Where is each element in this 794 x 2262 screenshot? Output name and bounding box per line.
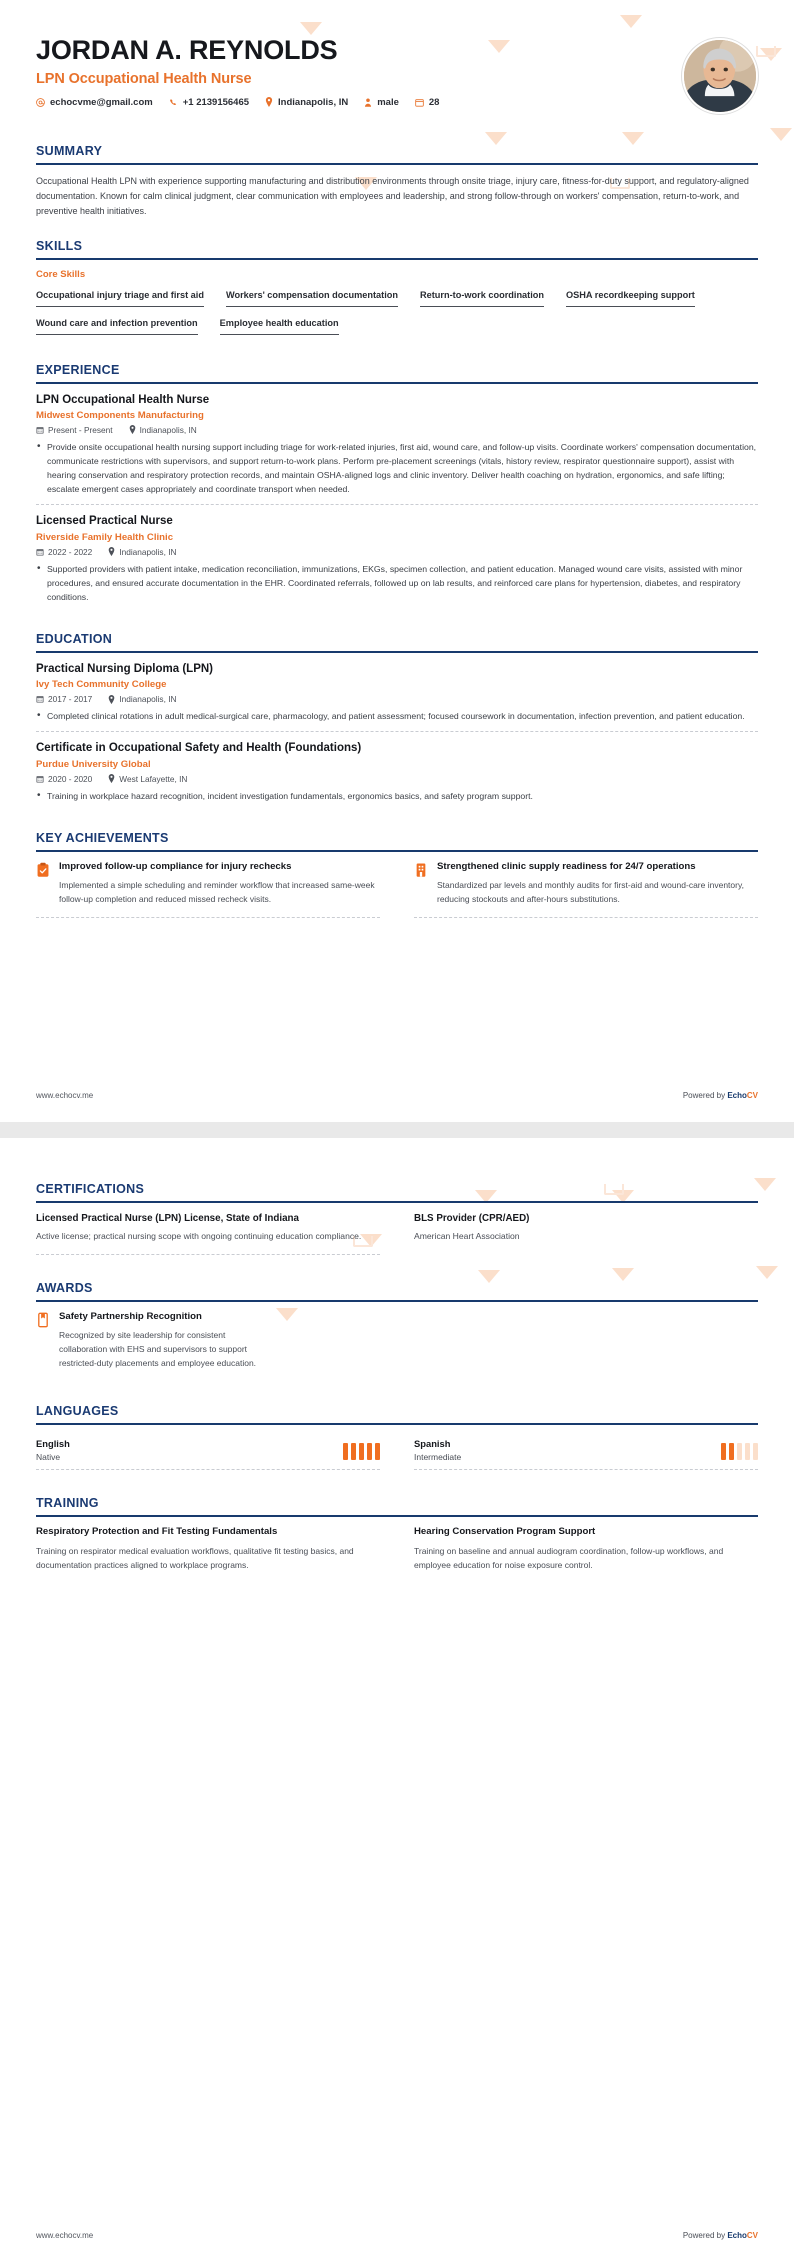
training-list (36, 1526, 758, 1582)
page-footer (36, 1091, 758, 1100)
award-description: Recognized by site leadership for consistent collaboration with EHS and supervisors to support restricted-duty placements and employee education. (59, 1330, 257, 1368)
contact-gender-value: male (377, 96, 399, 108)
location-pin-icon (265, 97, 273, 107)
key-achievement-column (36, 861, 380, 918)
entry-meta (36, 425, 758, 435)
bullet-item: • Provide onsite occupational health nursing support including triage for work-related injuries, first aid, wound care, and follow-up visits. Coordinate workers' compensation documentation, communicate restrictions with supervisors, and support return-to-work plans. Perform pre-placement screenings (vitals, history review, respirator questionnaire support), assist with hearing conservation and respiratory protection records, and maintain OSHA-aligned logs and clinic inventory. Deliver health coaching on hydration, ergonomics, and safe lifting; escalate emergent cases appropriately and coordinate transport when needed. (36, 440, 758, 496)
section-title-training: TRAINING (36, 1496, 99, 1511)
skill-item: OSHA recordkeeping support (566, 287, 695, 307)
entry-location-value: Indianapolis, IN (119, 694, 177, 705)
skill-item: Wound care and infection prevention (36, 315, 198, 335)
brand-echo: Echo (727, 2231, 747, 2240)
entry-dates-value: Present - Present (48, 424, 113, 435)
contact-location-value: Indianapolis, IN (278, 96, 349, 108)
skills-group-label: Core Skills (36, 268, 86, 280)
person-icon (364, 98, 372, 107)
experience-entry (36, 384, 758, 506)
certification-title: BLS Provider (CPR/AED) (414, 1213, 530, 1224)
section-training (36, 1496, 758, 1582)
section-summary (36, 144, 758, 219)
entry-location (108, 547, 176, 557)
entry-location (108, 774, 187, 784)
section-education (36, 632, 758, 811)
certification-description: American Heart Association (414, 1231, 520, 1242)
section-title-skills: SKILLS (36, 238, 83, 253)
section-title-languages: LANGUAGES (36, 1404, 119, 1419)
section-title-education: EDUCATION (36, 631, 113, 646)
proficiency-bar (343, 1443, 348, 1460)
clipboard-check-icon (36, 862, 50, 883)
entry-meta (36, 774, 758, 784)
bullet-item: • Completed clinical rotations in adult medical-surgical care, pharmacology, and patient assessment; focused coursework in documentation, infection prevention, and patient education. (36, 709, 758, 723)
calendar-icon (36, 695, 44, 703)
email-icon (36, 98, 45, 107)
key-achievement-description: Standardized par levels and monthly audits for first-aid and wound-care inventory, reducing stockouts and after-hours substitutions. (437, 880, 744, 904)
section-divider (36, 1423, 758, 1425)
entry-dates-value: 2020 - 2020 (48, 773, 93, 784)
training-title: Hearing Conservation Program Support (414, 1526, 596, 1538)
job-title: LPN Occupational Health Nurse (36, 70, 252, 87)
proficiency-bar (721, 1443, 726, 1460)
page-separator (0, 1122, 794, 1138)
key-achievement-item (414, 861, 758, 918)
footer-site-url[interactable]: www.echocv.me (36, 1091, 94, 1100)
phone-icon (169, 98, 178, 107)
entry-dates (36, 774, 92, 784)
training-description: Training on baseline and annual audiogram coordination, follow-up workflows, and employee education for noise exposure control. (414, 1546, 724, 1570)
training-column (36, 1526, 380, 1582)
brand-echo: Echo (727, 1091, 747, 1100)
training-item (36, 1526, 380, 1582)
certification-column (414, 1212, 758, 1255)
proficiency-bar (359, 1443, 364, 1460)
decorative-triangle (770, 128, 792, 141)
award-column-empty (301, 1311, 512, 1380)
entry-organization: Purdue University Global (36, 758, 151, 770)
section-title-summary: SUMMARY (36, 144, 103, 158)
certification-title: Licensed Practical Nurse (LPN) License, State of Indiana (36, 1213, 299, 1224)
entry-meta (36, 547, 758, 557)
location-pin-icon (108, 695, 115, 704)
location-pin-icon (108, 547, 115, 556)
skill-item: Workers' compensation documentation (226, 287, 398, 307)
language-item (36, 1434, 380, 1470)
section-certifications (36, 1182, 758, 1255)
entry-title: Practical Nursing Diploma (LPN) (36, 662, 214, 675)
section-divider (36, 1201, 758, 1203)
language-name: Spanish (414, 1438, 451, 1450)
contact-email-value: echocvme@gmail.com (50, 96, 153, 108)
language-name: English (36, 1438, 70, 1450)
award-column (36, 1311, 267, 1380)
proficiency-bar (375, 1443, 380, 1460)
section-divider (36, 1300, 758, 1302)
brand-cv: CV (746, 2231, 758, 2240)
proficiency-bar (351, 1443, 356, 1460)
entry-location-value: West Lafayette, IN (119, 773, 188, 784)
section-title-experience: EXPERIENCE (36, 362, 120, 377)
key-achievement-title: Improved follow-up compliance for injury rechecks (59, 860, 292, 872)
training-title: Respiratory Protection and Fit Testing Fundamentals (36, 1526, 278, 1538)
avatar (682, 38, 758, 114)
entry-meta (36, 694, 758, 704)
page-title: JORDAN A. REYNOLDS (36, 35, 338, 65)
entry-location-value: Indianapolis, IN (119, 546, 177, 557)
footer-site-url[interactable]: www.echocv.me (36, 2231, 94, 2240)
proficiency-bar (737, 1443, 742, 1460)
location-pin-icon (129, 425, 136, 434)
entry-dates (36, 425, 113, 435)
award-badge-icon (36, 1312, 50, 1333)
entry-location (108, 694, 176, 704)
award-title: Safety Partnership Recognition (59, 1310, 202, 1322)
language-proficiency-bars (343, 1443, 380, 1460)
skill-item: Occupational injury triage and first aid (36, 287, 204, 307)
award-item (36, 1311, 267, 1380)
certification-column (36, 1212, 380, 1255)
awards-list (36, 1311, 758, 1380)
footer-powered-prefix: Powered by (682, 2231, 728, 2240)
calendar-icon (36, 775, 44, 783)
page-footer (36, 2231, 758, 2240)
language-column (414, 1434, 758, 1470)
section-languages (36, 1404, 758, 1470)
calendar-icon (36, 548, 44, 556)
brand-cv: CV (746, 1091, 758, 1100)
section-skills (36, 239, 758, 343)
resume-header (0, 0, 794, 124)
contact-email[interactable] (36, 97, 153, 108)
contact-phone[interactable] (169, 97, 249, 108)
skill-item: Return-to-work coordination (420, 287, 544, 307)
calendar-icon (415, 98, 424, 107)
language-column (36, 1434, 380, 1470)
footer-powered-prefix: Powered by (682, 1091, 728, 1100)
entry-dates-value: 2022 - 2022 (48, 546, 93, 557)
language-proficiency-bars (721, 1443, 758, 1460)
skill-item: Employee health education (220, 315, 339, 335)
proficiency-bar (367, 1443, 372, 1460)
section-experience (36, 363, 758, 612)
footer-powered-by (683, 2231, 758, 2240)
certification-item (36, 1212, 380, 1255)
proficiency-bar (753, 1443, 758, 1460)
section-title-certifications: CERTIFICATIONS (36, 1182, 145, 1196)
entry-dates (36, 694, 92, 704)
section-divider (36, 258, 758, 260)
key-achievement-item (36, 861, 380, 918)
section-key-achievements (36, 831, 758, 918)
contact-age (415, 97, 440, 108)
language-item (414, 1434, 758, 1470)
resume-page-1 (0, 0, 794, 1122)
entry-location (129, 425, 197, 435)
section-title-awards: AWARDS (36, 1280, 93, 1295)
entry-dates (36, 547, 92, 557)
education-entry (36, 653, 758, 732)
contact-location (265, 97, 348, 108)
proficiency-bar (729, 1443, 734, 1460)
avatar-illustration (684, 40, 756, 112)
section-divider (36, 163, 758, 165)
skills-list (36, 287, 758, 343)
training-description: Training on respirator medical evaluation workflows, qualitative fit testing basics, and documentation practices aligned to workplace programs. (36, 1546, 354, 1570)
bullet-item: • Training in workplace hazard recognition, incident investigation fundamentals, ergonomics basics, and safety program support. (36, 789, 758, 803)
section-divider (36, 850, 758, 852)
certification-item (414, 1212, 758, 1254)
bullet-item: • Supported providers with patient intake, medication reconciliation, immunizations, EKGs, specimen collection, and patient education. Managed wound care visits, assisted with minor procedures, and ensured accurate documentation in the EHR. Coordinated referrals, followed up on lab results, and reinforced care plans for hypertension, diabetes, and respiratory conditions. (36, 562, 758, 604)
entry-title: Licensed Practical Nurse (36, 515, 173, 528)
contact-phone-value: +1 2139156465 (182, 96, 250, 108)
language-level: Intermediate (414, 1452, 462, 1463)
certification-description: Active license; practical nursing scope with ongoing continuing education compliance. (36, 1231, 362, 1242)
entry-bullets (36, 562, 758, 604)
entry-title: Certificate in Occupational Safety and Health (Foundations) (36, 742, 362, 755)
entry-organization: Ivy Tech Community College (36, 679, 167, 691)
training-column (414, 1526, 758, 1582)
section-title-key-achievements: KEY ACHIEVEMENTS (36, 830, 169, 845)
entry-organization: Midwest Components Manufacturing (36, 409, 204, 421)
contact-row (36, 97, 664, 108)
training-item (414, 1526, 758, 1582)
certifications-list (36, 1212, 758, 1255)
education-entry (36, 732, 758, 810)
entry-bullets (36, 440, 758, 496)
section-divider (36, 1515, 758, 1517)
summary-text: Occupational Health LPN with experience supporting manufacturing and distribution environments through onsite triage, injury care, fitness-for-duty support, and regulatory-aligned documentation. Known for calm clinical judgment, clear communication with employees and leadership, and strong follow-through on workers' compensation, return-to-work, and preventive health initiatives. (36, 176, 749, 216)
experience-entry (36, 505, 758, 612)
footer-powered-by (683, 1091, 758, 1100)
contact-gender (364, 97, 399, 108)
languages-list (36, 1434, 758, 1470)
entry-bullets (36, 789, 758, 803)
key-achievement-title: Strengthened clinic supply readiness for 24/7 operations (437, 860, 696, 872)
entry-title: LPN Occupational Health Nurse (36, 393, 210, 406)
award-column-empty (547, 1311, 758, 1380)
entry-dates-value: 2017 - 2017 (48, 694, 93, 705)
contact-age-value: 28 (428, 96, 440, 108)
key-achievement-description: Implemented a simple scheduling and reminder workflow that increased same-week follow-up completion and reduced missed recheck visits. (59, 880, 375, 904)
entry-location-value: Indianapolis, IN (139, 424, 197, 435)
location-pin-icon (108, 774, 115, 783)
entry-bullets (36, 709, 758, 723)
section-awards (36, 1281, 758, 1380)
resume-page-2 (0, 1138, 794, 2262)
proficiency-bar (745, 1443, 750, 1460)
key-achievements-list (36, 861, 758, 918)
key-achievement-column (414, 861, 758, 918)
entry-organization: Riverside Family Health Clinic (36, 531, 174, 543)
building-icon (414, 862, 428, 883)
language-level: Native (36, 1452, 61, 1463)
calendar-icon (36, 426, 44, 434)
